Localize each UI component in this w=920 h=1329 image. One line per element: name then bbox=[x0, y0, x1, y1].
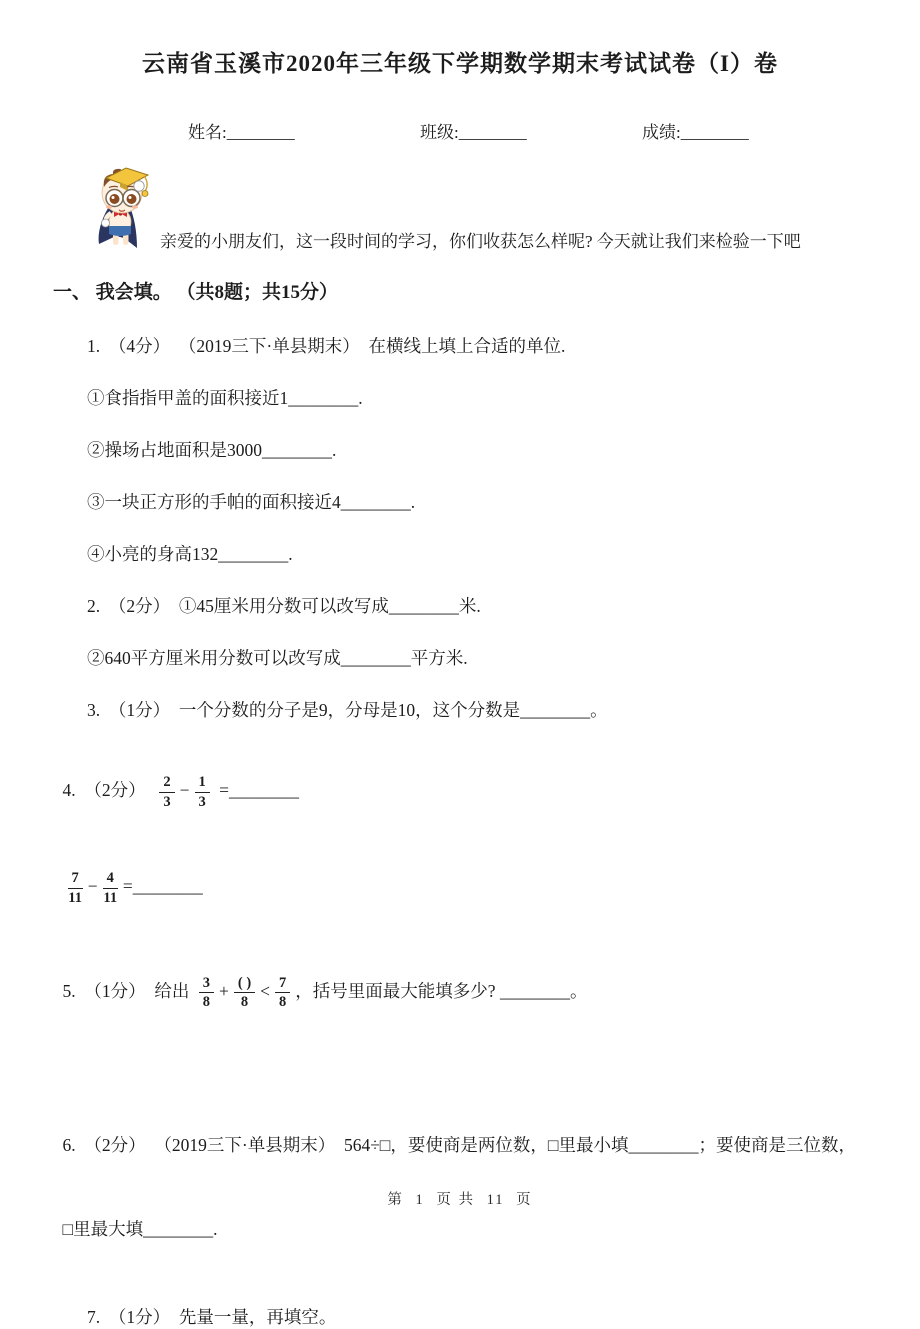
class-field: 班级:________ bbox=[420, 123, 527, 142]
question-6-line-1: 6. （2分） （2019三下·单县期末） 564÷□，要使商是两位数，□里最小填________；要使商是三位数， bbox=[62, 1135, 856, 1156]
current-page-number: 1 bbox=[415, 1192, 425, 1208]
fraction-4-11: $\frac{4}{11}$ bbox=[103, 870, 118, 907]
fraction-1-3: $\frac{1}{3}$ bbox=[195, 774, 210, 810]
footer-suffix: 页 bbox=[516, 1192, 533, 1208]
footer-prefix: 第 bbox=[387, 1192, 404, 1208]
footer-mid: 页 共 bbox=[436, 1192, 475, 1208]
question-7: 7. （1分） 先量一量，再填空。 bbox=[87, 1307, 337, 1328]
equals-blank: =________ bbox=[122, 876, 203, 897]
section-1-heading: 一、 我会填。 （共8题；共15分） bbox=[53, 282, 339, 303]
question-5-prefix: 5. （1分） 给出 bbox=[62, 980, 194, 1001]
question-1-sub-3: ③一块正方形的手帕的面积接近4________. bbox=[87, 492, 416, 512]
fraction-blank-8: $\frac{( )}{8}$ bbox=[234, 975, 255, 1011]
intro-text: 亲爱的小朋友们，这一段时间的学习，你们收获怎么样呢? 今天就让我们来检验一下吧 bbox=[160, 232, 801, 251]
question-3: 3. （1分） 一个分数的分子是9，分母是10，这个分数是________。 bbox=[87, 700, 608, 720]
page-footer bbox=[0, 1188, 920, 1209]
question-4-line-2 bbox=[45, 847, 900, 929]
minus-sign: − bbox=[179, 780, 190, 801]
total-page-count: 11 bbox=[486, 1192, 505, 1208]
plus-sign: + bbox=[219, 980, 229, 1001]
question-1-sub-4: ④小亮的身高132________. bbox=[87, 544, 293, 564]
question-1: 1. （4分） （2019三下·单县期末） 在横线上填上合适的单位. bbox=[87, 336, 566, 356]
fraction-3-8: $\frac{3}{8}$ bbox=[199, 975, 214, 1011]
equals-blank: =________ bbox=[214, 780, 299, 801]
fraction-7-11: $\frac{7}{11}$ bbox=[68, 870, 82, 907]
name-field: 姓名:________ bbox=[188, 123, 295, 142]
question-6-line-2: □里最大填________. bbox=[62, 1219, 218, 1240]
question-1-sub-2: ②操场占地面积是3000________. bbox=[87, 440, 337, 460]
question-4-prefix: 4. （2分） bbox=[62, 780, 155, 801]
question-1-sub-1: ①食指指甲盖的面积接近1________. bbox=[87, 388, 363, 408]
student-info-row bbox=[0, 118, 920, 142]
score-field: 成绩:________ bbox=[642, 123, 749, 142]
question-5 bbox=[45, 952, 900, 1034]
fraction-2-3: $\frac{2}{3}$ bbox=[159, 774, 174, 810]
less-than-sign: < bbox=[260, 980, 271, 1001]
question-2: 2. （2分） ①45厘米用分数可以改写成________米. bbox=[87, 596, 481, 616]
graduate-boy-mascot-image bbox=[90, 165, 154, 253]
question-5-suffix: ，括号里面最大能填多少? ________。 bbox=[295, 980, 588, 1001]
question-4-line-1 bbox=[45, 751, 900, 833]
question-2-sub-2: ②640平方厘米用分数可以改写成________平方米. bbox=[87, 648, 468, 668]
intro-section bbox=[0, 142, 920, 272]
minus-sign: − bbox=[87, 876, 98, 897]
page-title: 云南省玉溪市2020年三年级下学期数学期末考试试卷（I）卷 bbox=[142, 51, 778, 76]
fraction-7-8: $\frac{7}{8}$ bbox=[275, 975, 290, 1011]
